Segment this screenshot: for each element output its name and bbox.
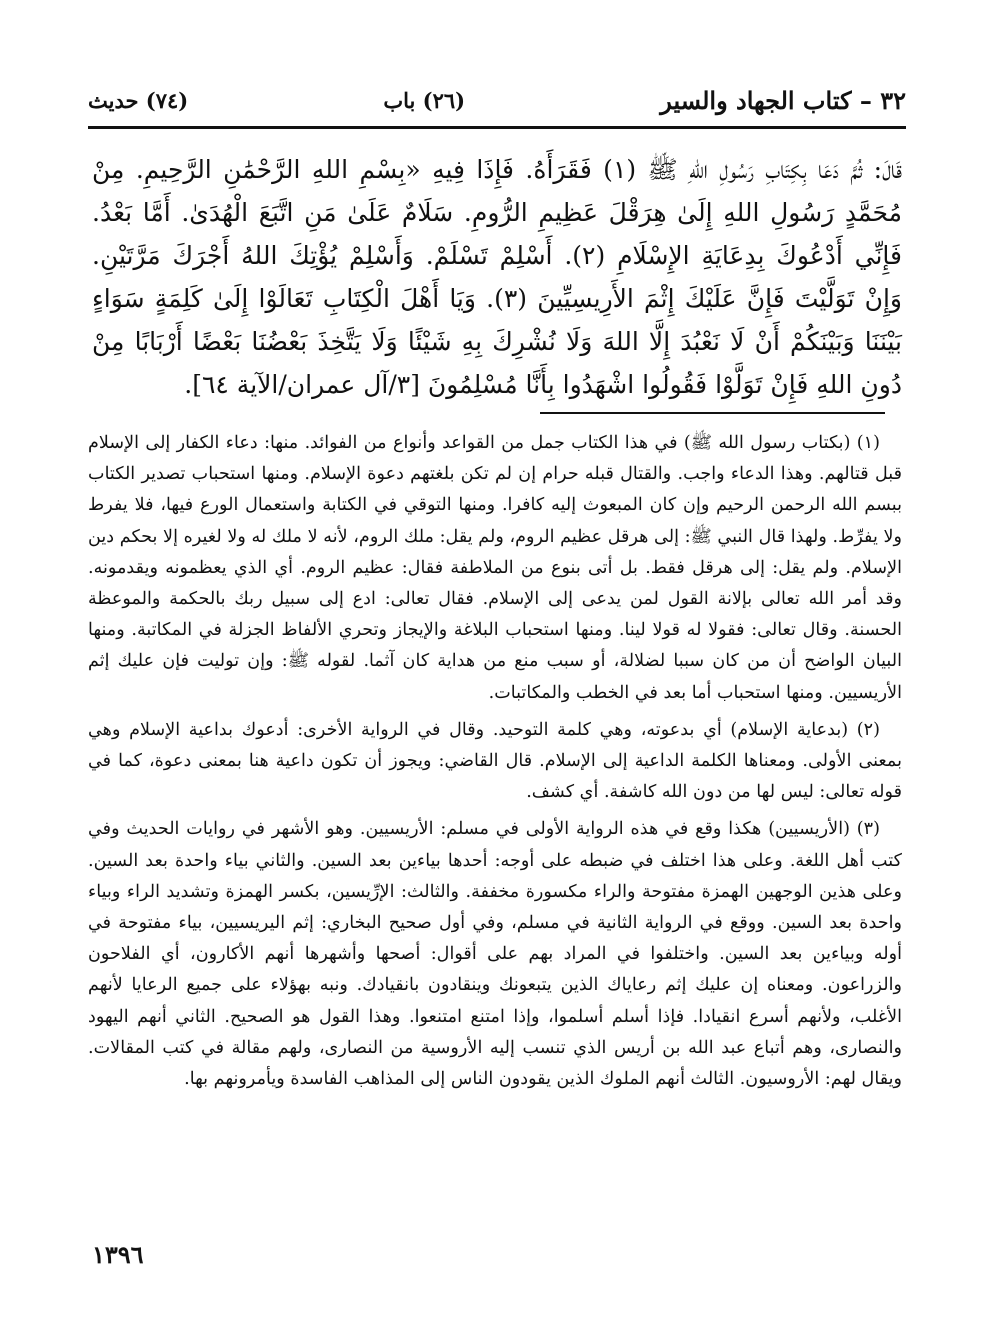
bab-number: (٢٦) باب: [383, 87, 466, 113]
footnote-3: (٣) (الأريسيين) هكذا وقع في هذه الرواية الأولى في مسلم: الأريسيين. وهو الأشهر في روايات الحديث وفي كتب أهل اللغة. وعلى هذا اختلف في ضبطه على أوجه: أحدها بياءين بعد السين. والثاني بياء واحدة بعد السين. وعلى هذين الوجهين الهمزة مفتوحة والراء مكسورة مخففة. والثالث: الإرِّيسين، بكسر الهمزة وتشديد الراء وبياء واحدة بعد السين. ووقع في الرواية الثانية في مسلم، وفي أول صحيح البخاري: إثم اليريسيين، بياء مفتوحة في أوله وبياءين بعد السين. واختلفوا في المراد بهم على أقوال: أصحها وأشهرها أنهم الأكارون، أي الفلاحون والزراعون. ومعناه إن عليك إثم رعاياك الذين يتبعونك وينقادون بانقيادك. ونبه بهؤلاء على جميع الرعايا لأنهم الأغلب، ولأنهم أسرع انقيادا. فإذا أسلم أسلموا، وإذا امتنع امتنعوا. وهذا القول هو الصحيح. الثاني أنهم اليهود والنصارى، وهم أتباع عبد الله بن أريس الذي تنسب إليه الأروسية من النصارى، ولهم مقالة في كتب المقالات. ويقال لهم: الأروسيون. الثالث أنهم الملوك الذين يقودون الناس إلى المذاهب الفاسدة ويأمرونهم بها.: [88, 819, 902, 1090]
footnote-2: (٢) (بدعاية الإسلام) أي بدعوته، وهي كلمة التوحيد. وقال في الرواية الأخرى: أدعوك بداعية الإسلام وهي بمعنى الأولى. ومعناها الكلمة الداعية إلى الإسلام. قال القاضي: ويجوز أن تكون داعية هنا بمعنى دعوة، كما في قوله تعالى: ليس لها من دون الله كاشفة. أي كشف.: [88, 719, 902, 803]
book-title: ٣٢ – كتاب الجهاد والسير: [660, 85, 906, 115]
footnote-1: (١) (بكتاب رسول الله ﷺ) في هذا الكتاب جمل من القواعد وأنواع من الفوائد. منها: دعاء الكفار إلى الإسلام قبل قتالهم. وهذا الدعاء واجب. والقتال قبله حرام إن لم تكن بلغتهم دعوة الإسلام. ومنها استحباب تصدير الكتاب ببسم الله الرحمن الرحيم وإن كان المبعوث إليه كافرا. ومنها التوقي في الكتابة واستعمال الورع فيها، فلا يفرط ولا يفرِّط. ولهذا قال النبي ﷺ: إلى هرقل عظيم الروم، ولم يقل: ملك الروم، لأنه لا ملك له ولا لغيره إلا بحكم دين الإسلام. ولم يقل: إلى هرقل فقط. بل أتى بنوع من الملاطفة فقال: عظيم الروم. أي الذي يعظمونه ويقدمونه. وقد أمر الله تعالى بإلانة القول لمن يدعى إلى الإسلام. فقال تعالى: ادع إلى سبيل ربك بالحكمة والموعظة الحسنة. وقال تعالى: فقولا له قولا لينا. ومنها استحباب البلاغة والإيجاز وتحري الألفاظ الجزلة في المكاتبة. ومنها البيان الواضح أن من كان سببا لضلالة، أو سبب منع من هداية كان آثما. لقوله ﷺ: وإن توليت فإن عليك إثم الأريسيين. ومنها استحباب أما بعد في الخطب والمكاتبات.: [88, 433, 902, 703]
page-number: ١٣٩٦: [92, 1240, 144, 1269]
running-header: [88, 80, 906, 129]
hadith-text: قَالَ: ثُمَّ دَعَا بِكِتَابِ رَسُولِ اللهِ ﷺ (١) فَقَرَأَهُ. فَإِذَا فِيهِ «بِسْمِ اللهِ الرَّحْمَٰنِ الرَّحِيمِ. مِنْ مُحَمَّدٍ رَسُولِ اللهِ إِلَىٰ هِرَقْلَ عَظِيمِ الرُّومِ. سَلَامٌ عَلَىٰ مَنِ اتَّبَعَ الْهُدَىٰ. أَمَّا بَعْدُ. فَإِنِّي أَدْعُوكَ بِدِعَايَةِ الإِسْلَامِ (٢). أَسْلِمْ تَسْلَمْ. وَأَسْلِمْ يُؤْتِكَ اللهُ أَجْرَكَ مَرَّتَيْنِ. وَإِنْ تَوَلَّيْتَ فَإِنَّ عَلَيْكَ إِثْمَ الأَرِيسِيِّينَ (٣). وَيَا أَهْلَ الْكِتَابِ تَعَالَوْا إِلَىٰ كَلِمَةٍ سَوَاءٍ بَيْنَنَا وَبَيْنَكُمْ أَنْ لَا نَعْبُدَ إِلَّا اللهَ وَلَا نُشْرِكَ بِهِ شَيْئًا وَلَا يَتَّخِذَ بَعْضُنَا بَعْضًا أَرْبَابًا مِنْ دُونِ اللهِ فَإِنْ تَوَلَّوْا فَقُولُوا اشْهَدُوا بِأَنَّا مُسْلِمُونَ [٣/آل عمران/الآية ٦٤].: [92, 155, 902, 399]
footnotes: [88, 428, 902, 1188]
footnote-separator: [540, 412, 885, 414]
hadith-number: (٧٤) حديث: [88, 87, 189, 113]
